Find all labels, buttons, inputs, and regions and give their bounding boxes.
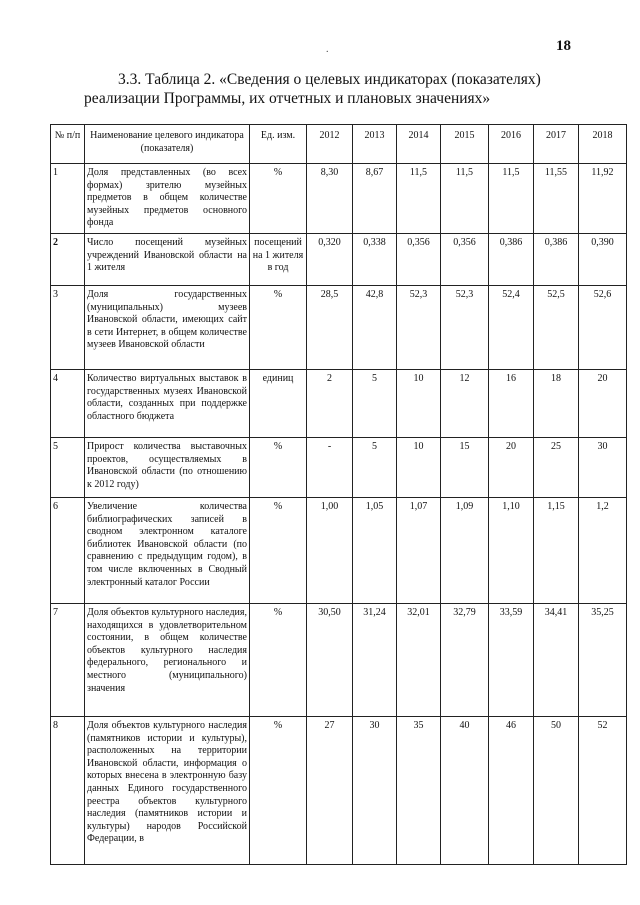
value-2012: 2 (307, 369, 353, 437)
value-2013: 8,67 (353, 164, 397, 234)
value-2016: 0,386 (489, 233, 534, 285)
value-2012: 30,50 (307, 603, 353, 716)
header-year-2013: 2013 (353, 125, 397, 164)
indicator-name: Количество виртуальных выставок в государственных музеях Ивановской области, созданных при поддержке областного бюджета (85, 369, 250, 437)
value-2014: 0,356 (397, 233, 441, 285)
header-year-2015: 2015 (441, 125, 489, 164)
row-num: 2 (51, 233, 85, 285)
value-2017: 25 (534, 437, 579, 497)
indicator-unit: единиц (250, 369, 307, 437)
indicator-name: Доля государственных (муниципальных) музеев Ивановской области, имеющих сайт в сети Интернет, в общем количестве музеев Ивановской области (85, 285, 250, 369)
value-2013: 30 (353, 716, 397, 864)
value-2015: 1,09 (441, 497, 489, 603)
indicator-name: Увеличение количества библиографических записей в сводном электронном каталоге библиотек Ивановской области (по сравнению с предыдущим годом), в том числе включенных в Сводный электронный каталог России (85, 497, 250, 603)
indicator-unit: % (250, 497, 307, 603)
heading-line-2: реализации Программы, их отчетных и плановых значениях» (84, 90, 491, 107)
value-2016: 1,10 (489, 497, 534, 603)
row-num: 4 (51, 369, 85, 437)
table-row (51, 716, 627, 864)
value-2015: 0,356 (441, 233, 489, 285)
header-num: № п/п (51, 125, 85, 164)
heading-line-1: 3.3. Таблица 2. «Сведения о целевых индикаторах (показателях) (118, 71, 541, 88)
value-2013: 42,8 (353, 285, 397, 369)
indicator-unit: % (250, 716, 307, 864)
value-2017: 50 (534, 716, 579, 864)
indicator-unit: % (250, 437, 307, 497)
header-unit: Ед. изм. (250, 125, 307, 164)
row-num: 3 (51, 285, 85, 369)
value-2018: 30 (579, 437, 627, 497)
value-2014: 35 (397, 716, 441, 864)
row-num: 6 (51, 497, 85, 603)
header-year-2012: 2012 (307, 125, 353, 164)
header-year-2014: 2014 (397, 125, 441, 164)
table-row (51, 285, 627, 369)
value-2016: 46 (489, 716, 534, 864)
value-2012: - (307, 437, 353, 497)
value-2013: 0,338 (353, 233, 397, 285)
value-2018: 52 (579, 716, 627, 864)
table-row (51, 497, 627, 603)
table-row (51, 603, 627, 716)
table-row (51, 233, 627, 285)
header-year-2018: 2018 (579, 125, 627, 164)
value-2015: 15 (441, 437, 489, 497)
value-2017: 11,55 (534, 164, 579, 234)
header-name: Наименование целевого индикатора (показателя) (85, 125, 250, 164)
value-2018: 20 (579, 369, 627, 437)
value-2015: 32,79 (441, 603, 489, 716)
value-2018: 0,390 (579, 233, 627, 285)
value-2017: 0,386 (534, 233, 579, 285)
value-2017: 1,15 (534, 497, 579, 603)
indicator-name: Доля объектов культурного наследия (памятников истории и культуры), расположенных на территории Ивановской области, информация о которых внесена в электронную базу данных Единого государственного реестра объектов культурного наследия (памятников истории и культуры) народов Российской Федерации, в (85, 716, 250, 864)
indicators-table (50, 124, 627, 865)
indicator-name: Прирост количества выставочных проектов, осуществляемых в Ивановской области (по отношению к 2012 году) (85, 437, 250, 497)
value-2013: 31,24 (353, 603, 397, 716)
value-2018: 1,2 (579, 497, 627, 603)
indicator-name: Доля представленных (во всех формах) зрителю музейных предметов в общем количестве музейных предметов основного фонда (85, 164, 250, 234)
value-2015: 12 (441, 369, 489, 437)
value-2018: 52,6 (579, 285, 627, 369)
value-2014: 1,07 (397, 497, 441, 603)
scan-mark: . (326, 44, 329, 55)
value-2016: 52,4 (489, 285, 534, 369)
value-2016: 16 (489, 369, 534, 437)
value-2017: 18 (534, 369, 579, 437)
indicator-unit: % (250, 164, 307, 234)
table-header-row (51, 125, 627, 164)
value-2013: 1,05 (353, 497, 397, 603)
value-2018: 11,92 (579, 164, 627, 234)
value-2015: 11,5 (441, 164, 489, 234)
row-num: 1 (51, 164, 85, 234)
indicator-name: Число посещений музейных учреждений Ивановской области на 1 жителя (85, 233, 250, 285)
value-2016: 11,5 (489, 164, 534, 234)
row-num: 8 (51, 716, 85, 864)
indicator-unit: посещений на 1 жителя в год (250, 233, 307, 285)
row-num: 5 (51, 437, 85, 497)
value-2012: 1,00 (307, 497, 353, 603)
value-2012: 27 (307, 716, 353, 864)
value-2012: 8,30 (307, 164, 353, 234)
value-2015: 40 (441, 716, 489, 864)
value-2017: 34,41 (534, 603, 579, 716)
value-2014: 32,01 (397, 603, 441, 716)
value-2014: 52,3 (397, 285, 441, 369)
header-year-2016: 2016 (489, 125, 534, 164)
value-2014: 11,5 (397, 164, 441, 234)
value-2013: 5 (353, 437, 397, 497)
value-2014: 10 (397, 437, 441, 497)
value-2013: 5 (353, 369, 397, 437)
value-2018: 35,25 (579, 603, 627, 716)
page-number: 18 (556, 38, 571, 54)
value-2017: 52,5 (534, 285, 579, 369)
table-heading (84, 70, 584, 108)
value-2012: 0,320 (307, 233, 353, 285)
value-2016: 20 (489, 437, 534, 497)
value-2014: 10 (397, 369, 441, 437)
indicator-unit: % (250, 603, 307, 716)
table-row (51, 164, 627, 234)
value-2012: 28,5 (307, 285, 353, 369)
indicator-name: Доля объектов культурного наследия, находящихся в удовлетворительном состоянии, в общем количестве объектов культурного наследия федерального, регионального и местного (муниципального) значения (85, 603, 250, 716)
table-row (51, 369, 627, 437)
value-2016: 33,59 (489, 603, 534, 716)
indicator-unit: % (250, 285, 307, 369)
value-2015: 52,3 (441, 285, 489, 369)
table-row (51, 437, 627, 497)
row-num: 7 (51, 603, 85, 716)
header-year-2017: 2017 (534, 125, 579, 164)
